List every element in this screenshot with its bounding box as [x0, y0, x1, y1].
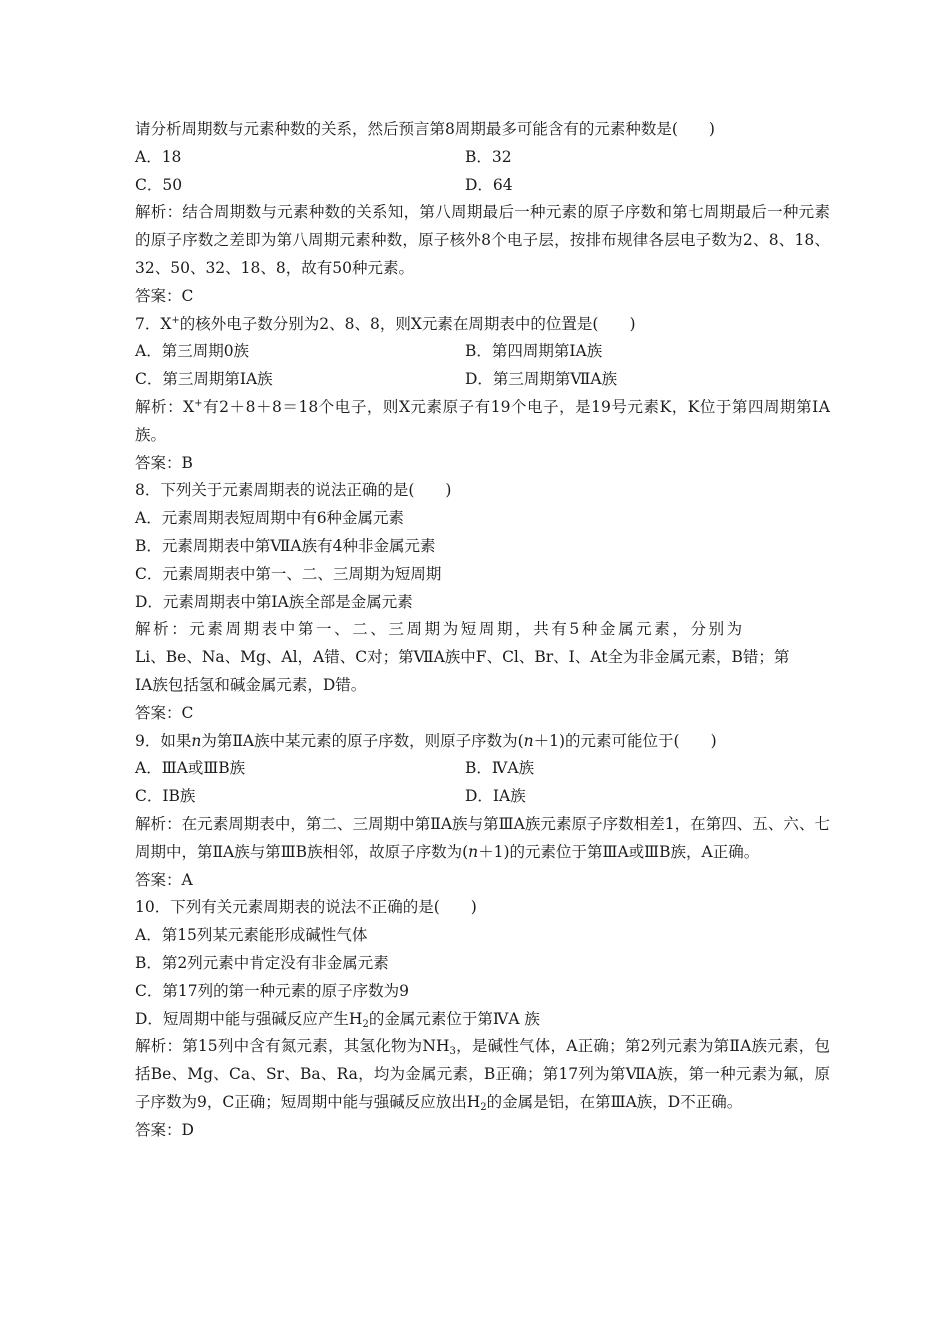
q9-analysis-var: n	[468, 842, 479, 861]
q7-option-a: A．第三周期0族	[135, 342, 250, 361]
q9-options-row-1	[135, 755, 830, 783]
q9-option-b: B．ⅣA族	[465, 759, 535, 778]
q7-stem-sup: +	[171, 314, 180, 326]
q9-analysis-post: ＋1)的元素位于第ⅢA或ⅢB族，A正确。	[478, 842, 760, 861]
q7-options-row-1	[135, 338, 830, 366]
q10-analysis-sub-2: 2	[480, 1101, 487, 1113]
q10-option-d-sub: 2	[362, 1018, 369, 1030]
q7-answer: 答案：B	[135, 453, 193, 472]
q8-option-d: D．元素周期表中第ⅠA族全部是金属元素	[135, 592, 413, 611]
q7-analysis	[135, 394, 830, 450]
q8-stem: 8．下列关于元素周期表的说法正确的是( )	[135, 481, 452, 500]
q7-analysis-pre: 解析：X	[135, 397, 195, 416]
q7-stem-pre: 7．X	[135, 314, 172, 333]
q9-stem-var2: n	[523, 731, 534, 750]
q6-option-b: B．32	[465, 147, 512, 166]
q7-stem-post: 的核外电子数分别为2、8、8，则X元素在周期表中的位置是( )	[179, 314, 636, 333]
q10-analysis-part-1: 解析：第15列中含有氮元素，其氢化物为NH	[135, 1037, 450, 1056]
q7-analysis-post: 有2＋8＋8＝18个电子，则X元素原子有19个电子，是19号元素K，K位于第四周期第ⅠA族。	[135, 397, 830, 444]
q8-analysis-line-2: Li、Be、Na、Mg、Al，A错、C对；第ⅦA族中F、Cl、Br、I、At全为非金属元素，B错；第	[135, 648, 790, 667]
q6-options-row-1	[135, 144, 830, 172]
q6-option-a: A．18	[135, 147, 182, 166]
q9-analysis-pre: 解析：在元素周期表中，第二、三周期中第ⅡA族与第ⅢA族元素原子序数相差1，在第四、五、六、七周期中，第ⅡA族与第ⅢB族相邻，故原子序数为(	[135, 814, 830, 861]
q7-option-b: B．第四周期第ⅠA族	[465, 342, 603, 361]
q10-option-a: A．第15列某元素能形成碱性气体	[135, 926, 368, 945]
q10-answer: 答案：D	[135, 1120, 194, 1139]
q10-option-c: C．第17列的第一种元素的原子序数为9	[135, 981, 409, 1000]
q10-option-d	[135, 1006, 830, 1034]
q7-option-c: C．第三周期第ⅠA族	[135, 370, 273, 389]
q9-analysis	[135, 811, 830, 867]
q9-option-a: A．ⅢA或ⅢB族	[135, 759, 246, 778]
q9-stem-mid: 为第ⅡA族中某元素的原子序数，则原子序数为(	[201, 731, 524, 750]
q10-option-d-post: 的金属元素位于第ⅣA 族	[368, 1009, 540, 1028]
q6-option-c: C．50	[135, 175, 183, 194]
q7-analysis-sup: +	[194, 397, 203, 409]
q10-option-b: B．第2列元素中肯定没有非金属元素	[135, 953, 389, 972]
q8-option-b: B．元素周期表中第ⅦA族有4种非金属元素	[135, 536, 436, 555]
q9-option-d: D．ⅠA族	[465, 787, 526, 806]
q10-analysis-part-3: 的金属是铝，在第ⅢA族，D不正确。	[486, 1092, 743, 1111]
q6-stem: 请分析周期数与元素种数的关系，然后预言第8周期最多可能含有的元素种数是( )	[135, 120, 715, 138]
q10-analysis	[135, 1033, 830, 1116]
q6-option-d: D．64	[465, 175, 513, 194]
q9-stem	[135, 728, 830, 756]
q6-answer: 答案：C	[135, 286, 194, 305]
q9-options-row-2	[135, 783, 830, 811]
q9-stem-var: n	[191, 731, 202, 750]
q7-option-d: D．第三周期第ⅦA族	[465, 370, 618, 389]
q10-option-d-pre: D．短周期中能与强碱反应产生H	[135, 1009, 363, 1028]
q6-options-row-2	[135, 172, 830, 200]
q6-analysis: 解析：结合周期数与元素种数的关系知，第八周期最后一种元素的原子序数和第七周期最后一种元素的原子序数之差即为第八周期元素种数，原子核外8个电子层，按排布规律各层电子数为2、8、18、32、50、32、18、8，故有50种元素。	[135, 203, 830, 277]
q7-options-row-2	[135, 366, 830, 394]
q8-analysis-line-3: ⅠA族包括氢和碱金属元素，D错。	[135, 675, 367, 694]
q10-analysis-sub-1: 3	[449, 1046, 456, 1058]
q8-option-c: C．元素周期表中第一、二、三周期为短周期	[135, 564, 442, 583]
q7-stem	[135, 311, 830, 339]
q10-stem: 10．下列有关元素周期表的说法不正确的是( )	[135, 898, 477, 917]
q8-analysis-line-1: 解析：元素周期表中第一、二、三周期为短周期，共有5种金属元素，分别为	[135, 620, 745, 639]
q8-option-a: A．元素周期表短周期中有6种金属元素	[135, 509, 405, 528]
q9-stem-post: ＋1)的元素可能位于( )	[533, 731, 717, 750]
q9-option-c: C．ⅠB族	[135, 787, 196, 806]
q10-analysis-part-2: ，是碱性气体，A正确；第2列元素为第ⅡA族元素，包括Be、Mg、Ca、Sr、Ba、Ra，均为金属元素，B正确；第17列为第ⅦA族，第一种元素为氟，原子序数为9，C正确；短周期中能与强碱反应放出H	[135, 1037, 830, 1111]
q9-answer: 答案：A	[135, 870, 193, 889]
q8-answer: 答案：C	[135, 703, 194, 722]
q9-stem-pre: 9．如果	[135, 731, 192, 750]
